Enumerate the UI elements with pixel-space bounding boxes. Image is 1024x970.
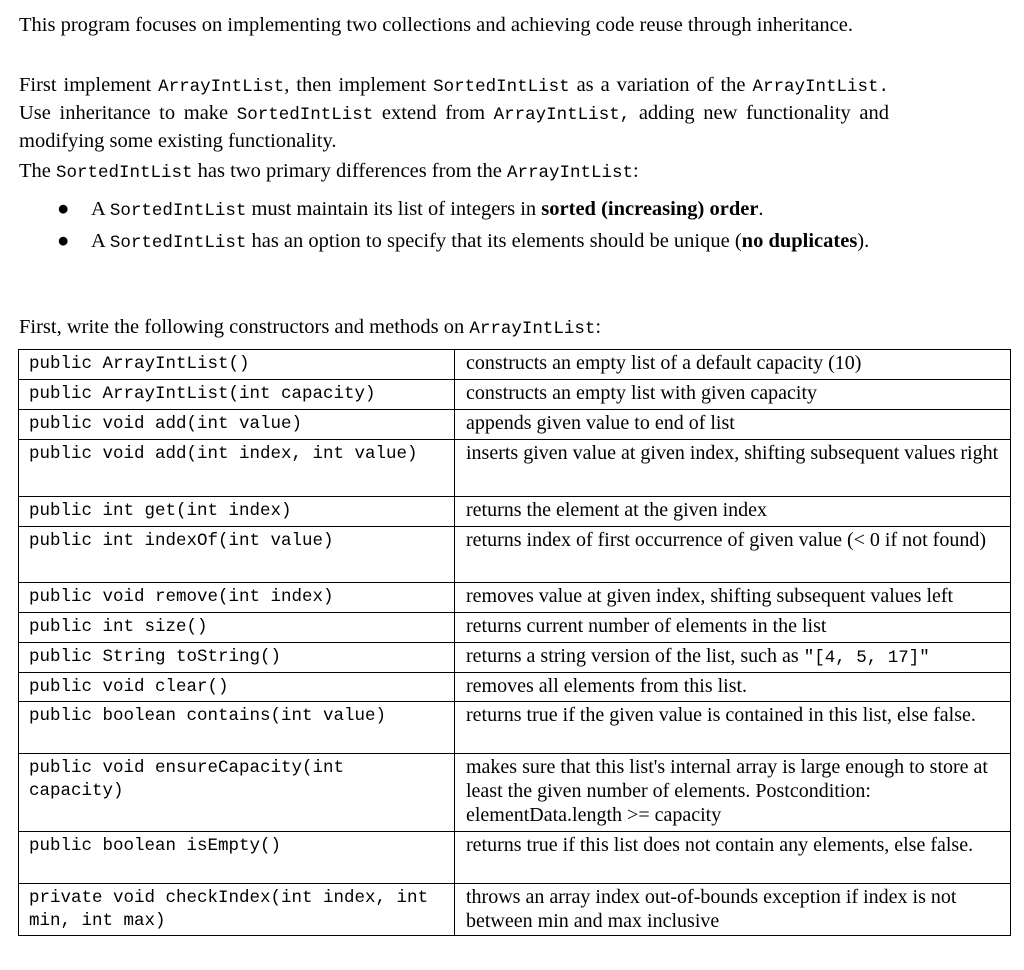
list-item: ● A SortedIntList has an option to specify that its elements should be unique (no duplicates). [57,230,870,253]
method-description: returns the element at the given index [455,497,1011,527]
method-signature: public String toString() [19,643,455,673]
code-sortedintlist: SortedIntList [236,105,374,125]
method-description: returns a string version of the list, such as "[4, 5, 17]" [455,643,1011,673]
table-row [19,527,1011,583]
table-row [19,440,1011,497]
code-arrayintlist: ArrayIntList. [752,77,889,97]
method-description: returns true if this list does not contain any elements, else false. [455,832,1011,884]
table-row [19,754,1011,832]
method-signature: public void ensureCapacity(int capacity) [19,754,455,832]
method-signature: public ArrayIntList() [19,350,455,380]
method-signature: public void add(int index, int value) [19,440,455,497]
table-row [19,702,1011,754]
bullet-icon: ● [57,198,70,220]
table-intro: First, write the following constructors and methods on ArrayIntList: [19,316,602,339]
method-signature: public int get(int index) [19,497,455,527]
table-row [19,410,1011,440]
bullet-icon: ● [57,230,70,252]
table-row [19,832,1011,884]
table-row [19,583,1011,613]
table-row [19,884,1011,936]
method-description: appends given value to end of list [455,410,1011,440]
method-description: returns index of first occurrence of given value (< 0 if not found) [455,527,1011,583]
table-row [19,350,1011,380]
method-signature: public ArrayIntList(int capacity) [19,380,455,410]
method-signature: private void checkIndex(int index, int min, int max) [19,884,455,936]
code-arrayintlist: ArrayIntList [506,163,633,183]
method-signature: public void clear() [19,673,455,702]
code-arrayintlist: ArrayIntList [158,77,285,97]
table-row [19,380,1011,410]
table-row [19,497,1011,527]
method-signature: public void add(int value) [19,410,455,440]
methods-table [18,349,1011,936]
code-sortedintlist: SortedIntList [56,163,193,183]
method-description: returns true if the given value is contained in this list, else false. [455,702,1011,754]
intro-paragraph-1: This program focuses on implementing two collections and achieving code reuse through inheritance. [19,14,853,36]
method-description: removes value at given index, shifting subsequent values left [455,583,1011,613]
code-arrayintlist: ArrayIntList [469,319,596,339]
method-description: returns current number of elements in the list [455,613,1011,643]
table-row [19,643,1011,673]
code-sortedintlist: SortedIntList [109,233,247,253]
code-sortedintlist: SortedIntList [109,201,247,221]
method-signature: public int indexOf(int value) [19,527,455,583]
intro-paragraph-2: First implement ArrayIntList, then implement SortedIntList as a variation of the ArrayIntList. Use inheritance to make SortedIntList extend from ArrayIntList, adding new functionality and modifying some existing functionality. [19,74,889,152]
table-row [19,613,1011,643]
table-row [19,673,1011,702]
differences-list [19,196,889,260]
method-description: removes all elements from this list. [455,673,1011,702]
code-example: "[4, 5, 17]" [803,648,930,668]
intro-paragraph-3: The SortedIntList has two primary differences from the ArrayIntList: [19,160,639,183]
method-signature: public void remove(int index) [19,583,455,613]
method-description: makes sure that this list's internal array is large enough to store at least the given number of elements. Postcondition: elementData.length >= capacity [455,754,1011,832]
method-signature: public boolean isEmpty() [19,832,455,884]
method-description: constructs an empty list with given capacity [455,380,1011,410]
code-arrayintlist: ArrayIntList, [493,105,631,125]
method-description: inserts given value at given index, shifting subsequent values right [455,440,1011,497]
code-sortedintlist: SortedIntList [433,77,570,97]
method-signature: public int size() [19,613,455,643]
list-item: ● A SortedIntList must maintain its list of integers in sorted (increasing) order. [57,198,764,221]
method-signature: public boolean contains(int value) [19,702,455,754]
method-description: throws an array index out-of-bounds exception if index is not between min and max inclusive [455,884,1011,936]
method-description: constructs an empty list of a default capacity (10) [455,350,1011,380]
